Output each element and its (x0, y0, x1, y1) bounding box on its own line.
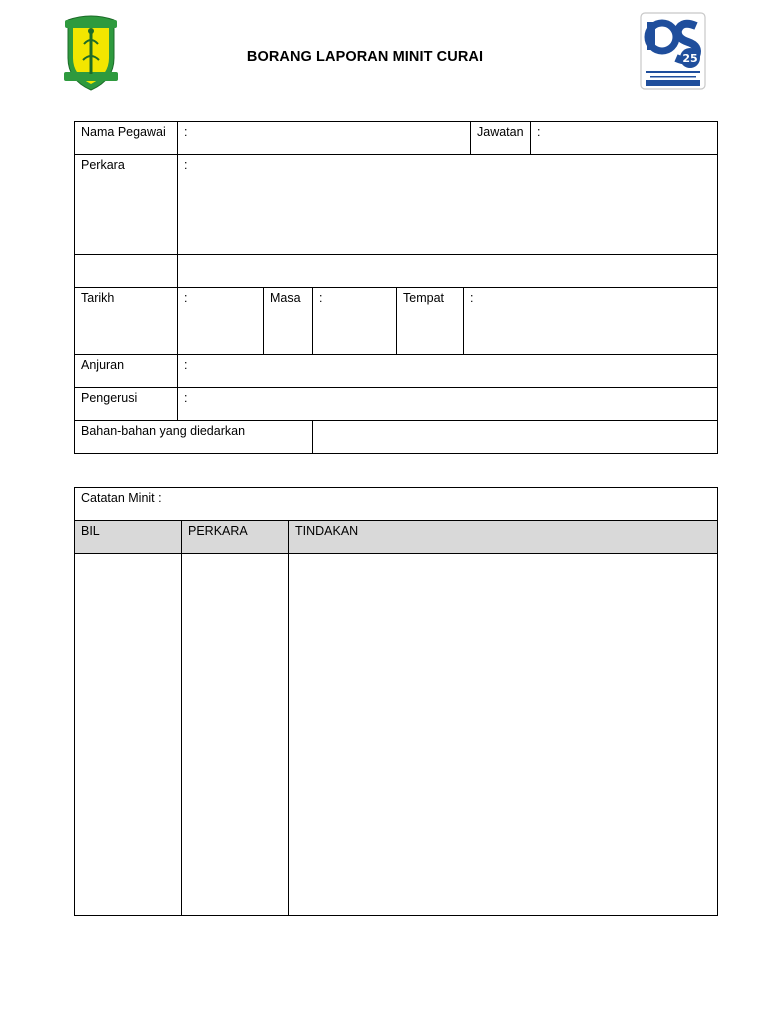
perkara-label: Perkara (75, 155, 178, 255)
header-bil: BIL (75, 521, 182, 554)
bahan-field[interactable] (313, 421, 718, 454)
jawatan-label: Jawatan (471, 122, 531, 155)
colon: : (184, 291, 188, 305)
minutes-body-row (75, 554, 718, 916)
row-bahan (75, 421, 718, 454)
pengerusi-field[interactable] (178, 388, 718, 421)
row-pengerusi (75, 388, 718, 421)
document-title: BORANG LAPORAN MINIT CURAI (246, 49, 484, 65)
colon: : (184, 358, 188, 372)
colon: : (319, 291, 323, 305)
header-tindakan: TINDAKAN (289, 521, 718, 554)
jawatan-field[interactable] (531, 122, 718, 155)
bil-cell[interactable] (75, 554, 182, 916)
logo-number: 25 (682, 52, 698, 65)
colon: : (537, 125, 541, 139)
bahan-label: Bahan-bahan yang diedarkan (75, 421, 313, 454)
tempat-label: Tempat (397, 288, 464, 355)
blank-field[interactable] (178, 255, 718, 288)
colon: : (184, 158, 188, 172)
perkara-field[interactable] (178, 155, 718, 255)
row-nama-pegawai (75, 122, 718, 155)
tindakan-cell[interactable] (289, 554, 718, 916)
row-catatan (75, 488, 718, 521)
tarikh-field[interactable] (178, 288, 264, 355)
masa-label: Masa (264, 288, 313, 355)
row-perkara (75, 155, 718, 255)
anjuran-label: Anjuran (75, 355, 178, 388)
nama-pegawai-field[interactable] (178, 122, 471, 155)
info-table (74, 121, 718, 454)
perkara-cell[interactable] (182, 554, 289, 916)
row-tarikh-masa-tempat (75, 288, 718, 355)
row-anjuran (75, 355, 718, 388)
colon: : (184, 125, 188, 139)
colon: : (184, 391, 188, 405)
row-blank (75, 255, 718, 288)
header-perkara: PERKARA (182, 521, 289, 554)
pengerusi-label: Pengerusi (75, 388, 178, 421)
minutes-header-row (75, 521, 718, 554)
tarikh-label: Tarikh (75, 288, 178, 355)
nama-pegawai-label: Nama Pegawai (75, 122, 178, 155)
catatan-minit-label: Catatan Minit : (75, 488, 718, 521)
anjuran-field[interactable] (178, 355, 718, 388)
minutes-table (74, 487, 718, 916)
blank-label-cell (75, 255, 178, 288)
colon: : (470, 291, 474, 305)
masa-field[interactable] (313, 288, 397, 355)
tempat-field[interactable] (464, 288, 718, 355)
